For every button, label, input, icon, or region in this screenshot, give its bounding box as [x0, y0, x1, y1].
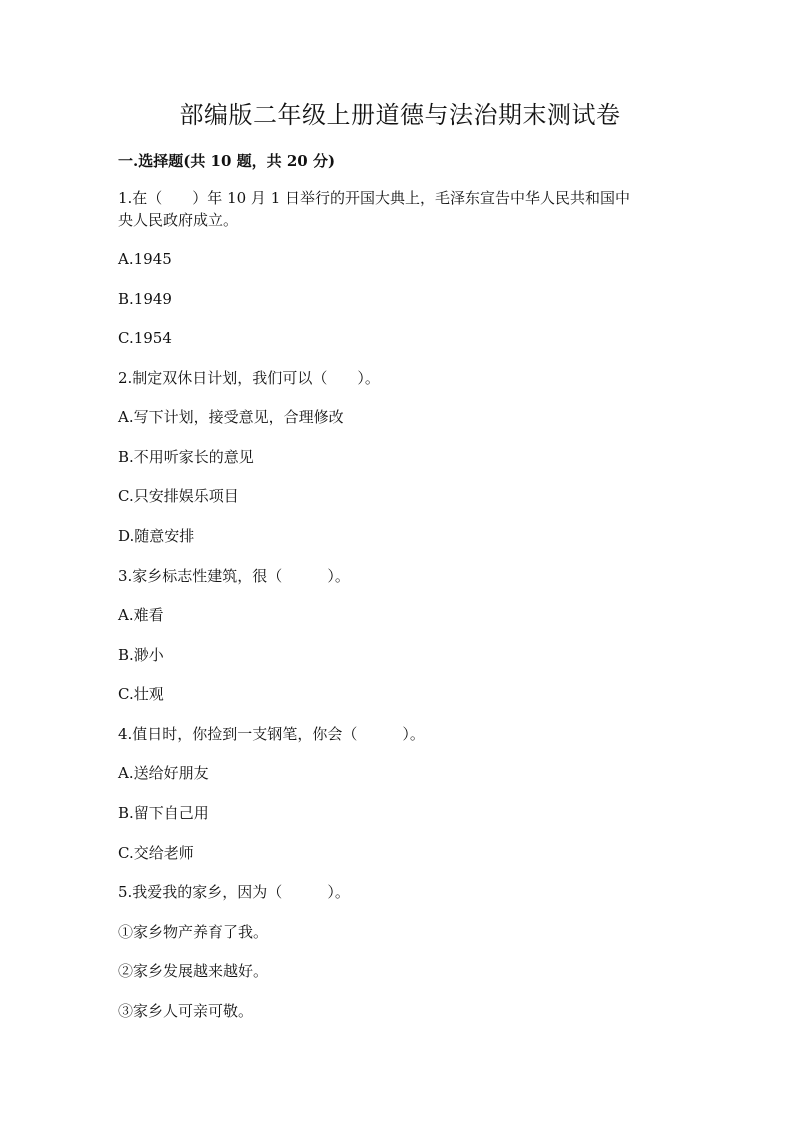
- question-4-option-a: A.送给好朋友: [118, 764, 209, 782]
- question-2-option-d: D.随意安排: [118, 527, 195, 545]
- question-3-option-a: A.难看: [118, 606, 164, 624]
- question-5-statement-3: ③家乡人可亲可敬。: [118, 1002, 254, 1020]
- question-1-option-a: A.1945: [118, 250, 172, 268]
- question-3-option-c: C.壮观: [118, 685, 164, 703]
- section-heading: 一.选择题(共 10 题，共 20 分): [118, 152, 336, 170]
- question-3-stem: 3.家乡标志性建筑，很（ ）。: [118, 567, 350, 585]
- question-3-option-b: B.渺小: [118, 646, 164, 664]
- question-4-option-c: C.交给老师: [118, 844, 194, 862]
- question-5-statement-1: ①家乡物产养育了我。: [118, 923, 269, 941]
- question-2-option-a: A.写下计划，接受意见，合理修改: [118, 408, 344, 426]
- question-2-option-b: B.不用听家长的意见: [118, 448, 254, 466]
- question-1-option-b: B.1949: [118, 290, 172, 308]
- question-2-stem: 2.制定双休日计划，我们可以（ ）。: [118, 369, 380, 387]
- question-1-stem-line-1: 1.在（ ）年 10 月 1 日举行的开国大典上，毛泽东宣告中华人民共和国中: [118, 189, 631, 207]
- question-1-stem-line-2: 央人民政府成立。: [118, 211, 239, 229]
- question-5-statement-2: ②家乡发展越来越好。: [118, 962, 269, 980]
- question-4-stem: 4.值日时，你捡到一支钢笔，你会（ ）。: [118, 725, 425, 743]
- page-title: 部编版二年级上册道德与法治期末测试卷: [179, 101, 621, 129]
- question-2-option-c: C.只安排娱乐项目: [118, 487, 239, 505]
- question-5-stem: 5.我爱我的家乡，因为（ ）。: [118, 883, 350, 901]
- question-4-option-b: B.留下自己用: [118, 804, 209, 822]
- question-1-option-c: C.1954: [118, 329, 172, 347]
